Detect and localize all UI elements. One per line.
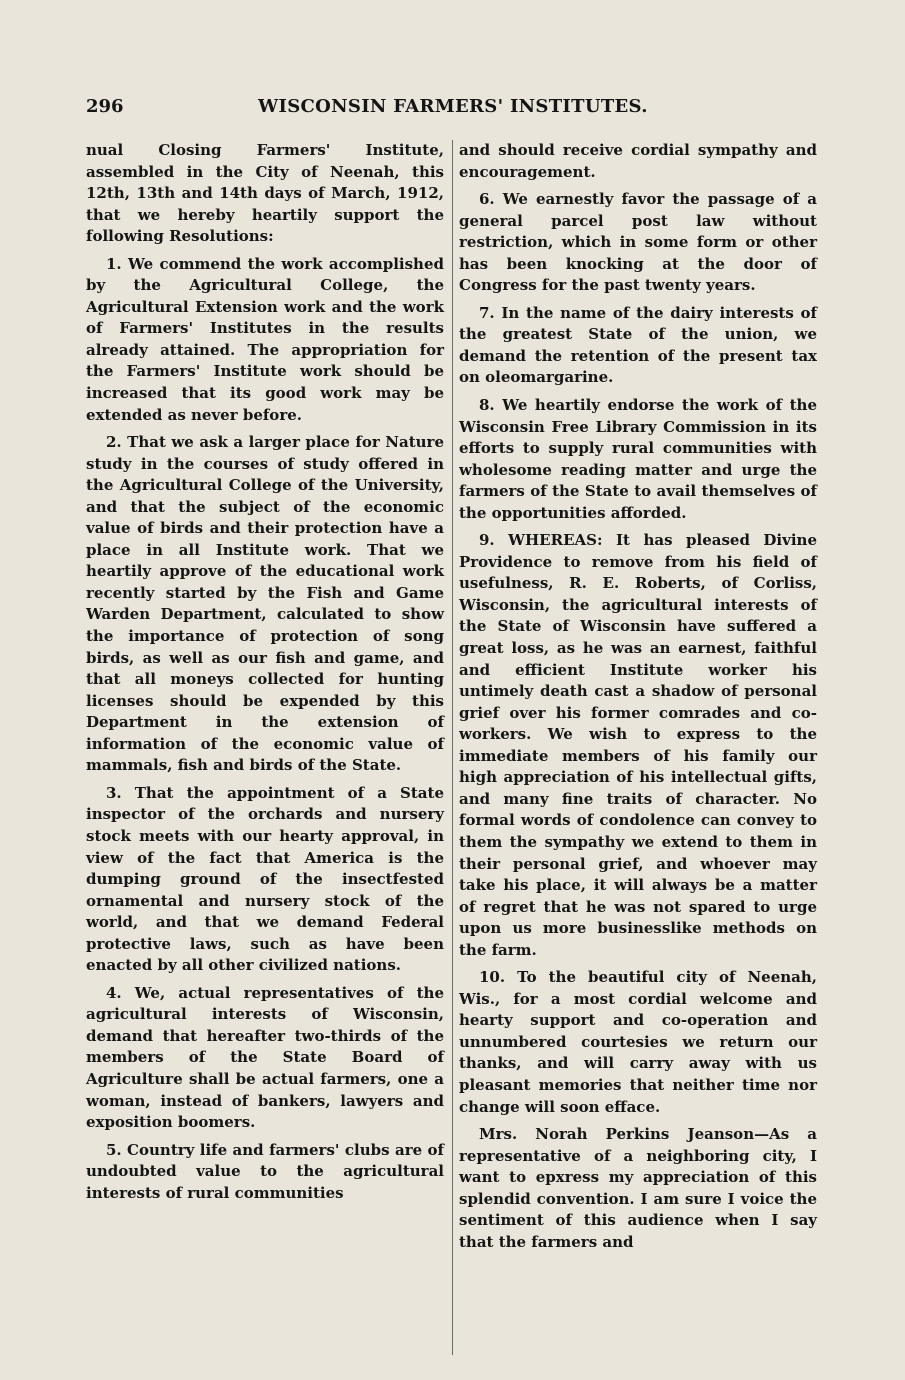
page-number: 296 [86,96,124,117]
resolution-4: 4. We, actual representatives of the agricultural interests of Wisconsin, demand that hereafter two-thirds of the members of the State Board of Agriculture shall be actual farmers, one a woman, instead of bankers, lawyers and exposition boomers. [86,983,444,1132]
right-column [459,140,817,1253]
resolution-9: 9. WHEREAS: It has pleased Divine Providence to remove from his field of usefulness, R. E. Roberts, of Corliss, Wisconsin, the agricultural interests of the State of Wisconsin have suffered a great loss, as he was an earnest, faithful and efficient Institute worker his untimely death cast a shadow of personal grief over his former comrades and co-workers. We wish to express to the immediate members of his family our high appreciation of his intellectual gifts, and many fine traits of character. No formal words of condolence can convey to them the sympathy we extend to them in their personal grief, and whoever may take his place, it will always be a matter of regret that he was not spared to urge upon us more businesslike methods on the farm. [459,531,817,959]
resolution-3: 3. That the appointment of a State inspector of the orchards and nursery stock meets with our hearty approval, in view of the fact that America is the dumping ground of the insectfested ornamental and nursery stock of the world, and that we demand Federal protective laws, such as have been enacted by all other civilized nations. [86,783,444,975]
paragraph-continuation: nual Closing Farmers' Institute, assembled in the City of Neenah, this 12th, 13th and 14th days of March, 1912, that we hereby heartily support the following Resolutions: [86,141,444,246]
speaker-paragraph: Mrs. Norah Perkins Jeanson—As a representative of a neighboring city, I want to epxress my appreciation of this splendid convention. I am sure I voice the sentiment of this audience when I say that the farmers and [459,1125,817,1251]
paragraph-continuation-right: and should receive cordial sympathy and encouragement. [459,141,817,181]
resolution-10: 10. To the beautiful city of Neenah, Wis., for a most cordial welcome and hearty support and co-operation and unnumbered courtesies we return our thanks, and will carry away with us pleasant memories that neither time nor change will soon efface. [459,968,817,1116]
resolution-7: 7. In the name of the dairy interests of the greatest State of the union, we demand the retention of the present tax on oleomargarine. [459,303,817,387]
resolution-8: 8. We heartily endorse the work of the Wisconsin Free Library Commission in its efforts to supply rural communities with wholesome reading matter and urge the farmers of the State to avail themselves of the opportunities afforded. [459,396,817,522]
resolution-2: 2. That we ask a larger place for Nature study in the courses of study offered in the Agricultural College of the University, and that the subject of the economic value of birds and their protection have a place in all Institute work. That we heartily approve of the educational work recently started by the Fish and Game Warden Department, calculated to show the importance of protection of song birds, as well as our fish and game, and that all moneys collected for hunting licenses should be expended by this Department in the extension of information of the economic value of mammals, fish and birds of the State. [86,433,444,775]
page-header [86,96,811,122]
resolution-6: 6. We earnestly favor the passage of a general parcel post law without restriction, which in some form or other has been knocking at the door of Congress for the past twenty years. [459,190,817,295]
running-head: WISCONSIN FARMERS' INSTITUTES. [258,96,648,117]
resolution-5: 5. Country life and farmers' clubs are of undoubted value to the agricultural interests of rural communities [86,1140,444,1202]
left-column [86,140,444,1204]
column-divider [452,140,453,1355]
resolution-1: 1. We commend the work accomplished by the Agricultural College, the Agricultural Extension work and the work of Farmers' Institutes in the results already attained. The appropriation for the Farmers' Institute work should be increased that its good work may be extended as never before. [86,254,444,424]
